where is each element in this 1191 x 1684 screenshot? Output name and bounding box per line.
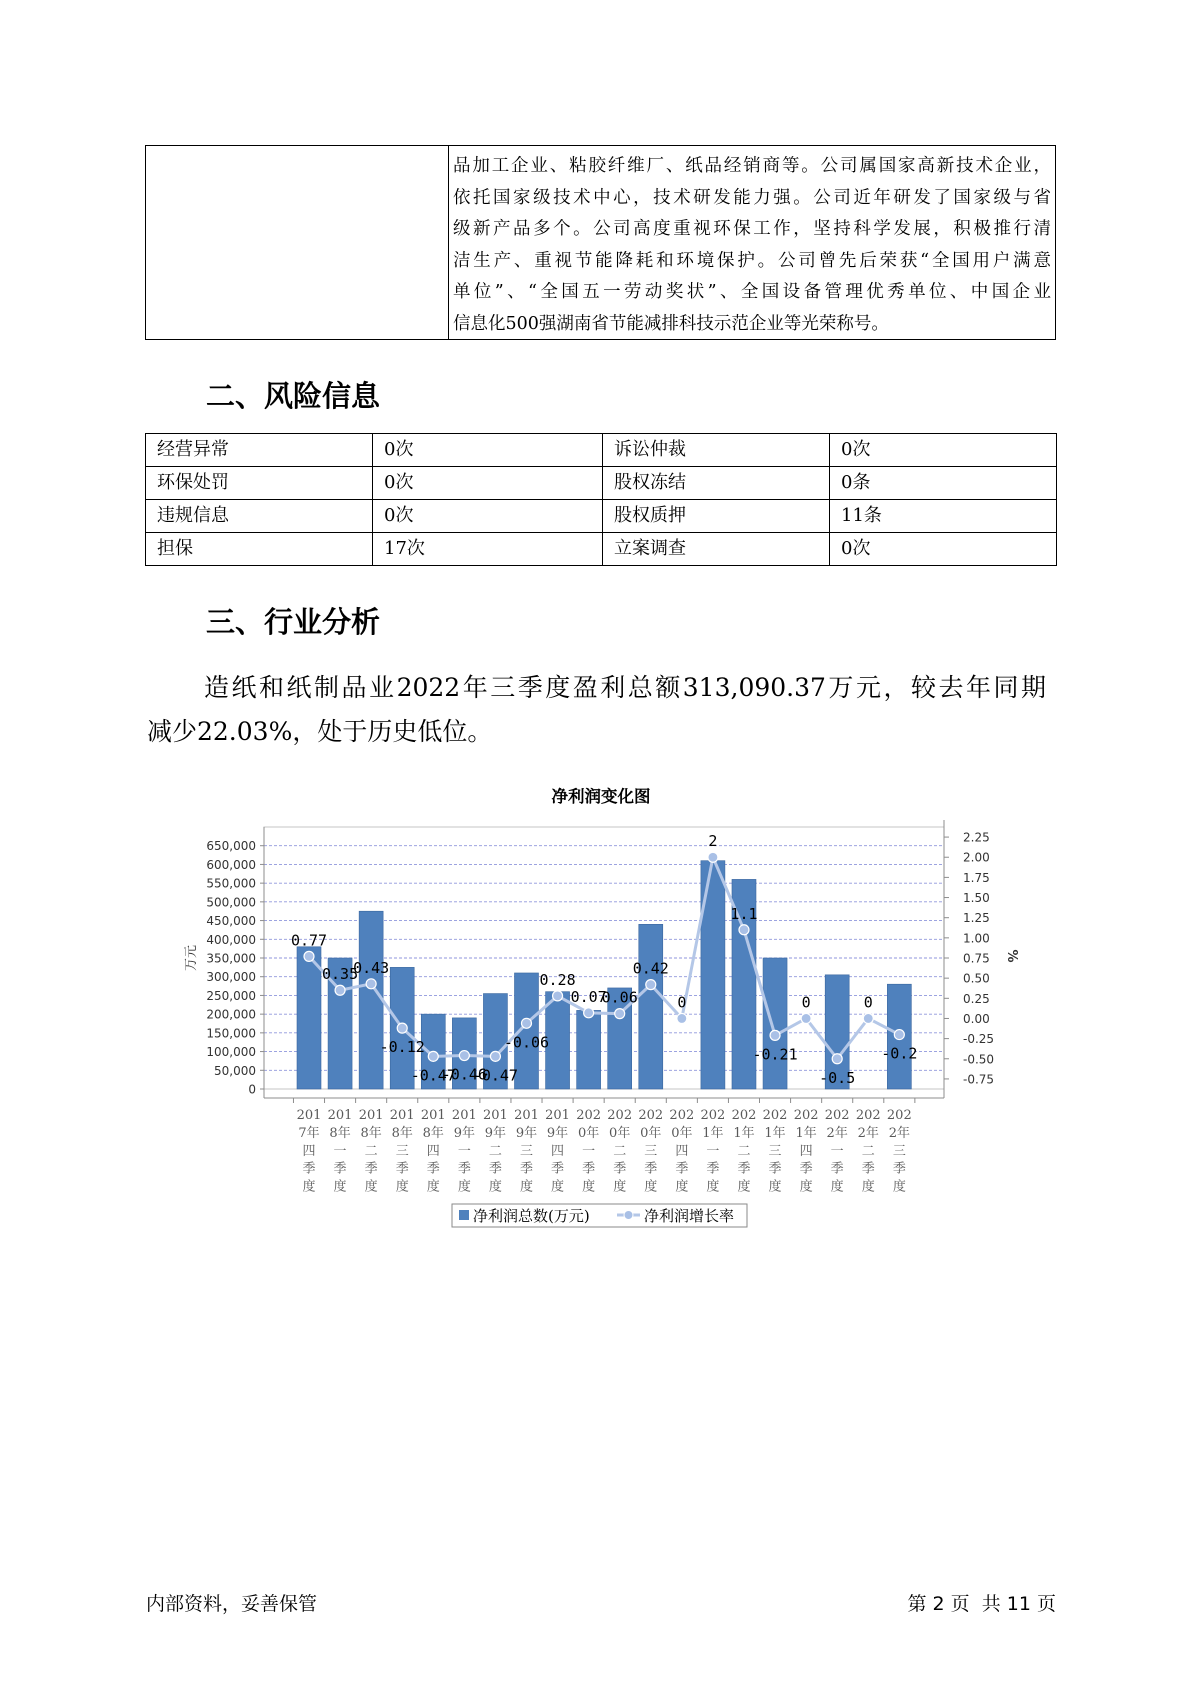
y-tick-label: 500,000 [206,895,256,910]
growth-value-label: -0.21 [752,1045,798,1064]
y-tick-label: 150,000 [206,1026,256,1041]
footer-confidential-note: 内部资料，妥善保管 [146,1593,318,1615]
growth-value-label: 0.28 [539,970,576,989]
industry-section-heading: 三、行业分析 [206,605,381,639]
y2-axis-label: % [1004,949,1019,963]
legend-line-marker [624,1211,633,1220]
growth-point [739,925,749,935]
bar [763,958,787,1089]
legend-line-label: 净利润增长率 [644,1207,735,1225]
category-label: 202 0年三季度 [638,1108,664,1195]
company-info-text-cell [449,146,1055,339]
growth-point [770,1030,780,1040]
y2-tick-label: 0.75 [963,951,990,966]
category-label: 202 2年三季度 [886,1108,912,1195]
risk-item-value: 0次 [830,434,1057,467]
growth-value-label: -0.47 [410,1066,456,1085]
industry-paragraph-line: 减少22.03%，处于历史低位。 [147,717,493,746]
y2-tick-label: 1.25 [963,911,990,926]
y-tick-label: 400,000 [206,932,256,947]
y-tick-label: 0 [248,1082,256,1097]
risk-item-value: 17次 [373,533,603,566]
company-info-table [145,145,1056,340]
y2-tick-label: 0.25 [963,991,990,1006]
category-label: 201 9年四季度 [545,1108,570,1195]
bar [297,947,321,1089]
risk-item-label: 违规信息 [146,500,373,533]
y2-tick-label: 0.00 [963,1011,990,1026]
legend-bar-swatch [459,1210,469,1220]
growth-point [335,985,345,995]
growth-point [801,1013,811,1023]
growth-value-label: 1.1 [730,904,758,923]
y-tick-label: 450,000 [206,914,256,929]
bar [577,1010,601,1089]
y-tick-label: 350,000 [206,951,256,966]
y2-tick-label: -0.25 [963,1032,995,1047]
growth-value-label: -0.2 [881,1044,918,1063]
y-tick-label: 650,000 [206,839,256,854]
y2-tick-label: 1.75 [963,870,990,885]
risk-item-value: 0次 [373,434,603,467]
net-profit-chart [0,760,1191,1240]
y-tick-label: 250,000 [206,988,256,1003]
risk-item-label: 立案调查 [603,533,830,566]
category-label: 201 8年一季度 [327,1108,353,1195]
company-info-line: 依托国家级技术中心，技术研发能力强。公司近年研发了国家级与省 [453,187,1051,208]
category-label: 201 8年四季度 [420,1108,446,1195]
growth-point [894,1030,904,1040]
table-row [146,500,1057,533]
growth-value-label: 0.35 [322,965,359,984]
chart-legend [452,1204,747,1227]
company-info-line: 品加工企业、粘胶纤维厂、纸品经销商等。公司属国家高新技术企业， [453,156,1051,176]
growth-point [553,991,563,1001]
category-label: 202 0年一季度 [576,1108,602,1195]
category-label: 201 9年二季度 [483,1108,508,1195]
growth-point [832,1054,842,1064]
category-label: 202 1年一季度 [700,1108,726,1195]
growth-value-label: -0.47 [472,1066,518,1085]
growth-point [863,1013,873,1023]
growth-point [304,951,314,961]
risk-item-value: 0次 [830,533,1057,566]
risk-item-label: 股权质押 [603,500,830,533]
y-tick-label: 600,000 [206,857,256,872]
category-label: 202 0年二季度 [607,1108,633,1195]
growth-point [646,980,656,990]
category-label: 201 8年二季度 [358,1108,384,1195]
category-label: 201 7年四季度 [296,1108,322,1195]
growth-point [615,1009,625,1019]
category-label: 201 8年三季度 [389,1108,415,1195]
growth-point [428,1051,438,1061]
category-label: 202 0年四季度 [669,1108,695,1195]
bar [359,911,383,1089]
growth-value-label: 0.43 [353,958,390,977]
risk-item-label: 担保 [146,533,373,566]
y2-tick-label: 2.25 [963,830,990,845]
category-label: 202 1年二季度 [731,1108,757,1195]
growth-point [708,852,718,862]
risk-item-value: 0条 [830,467,1057,500]
y2-tick-label: 0.50 [963,971,990,986]
industry-paragraph-line: 造纸和纸制品业2022年三季度盈利总额313,090.37万元，较去年同期 [204,673,1046,702]
growth-value-label: 2 [708,832,718,851]
category-label: 201 9年一季度 [451,1108,477,1195]
y-tick-label: 300,000 [206,970,256,985]
y2-tick-label: 1.00 [963,931,990,946]
growth-point [584,1008,594,1018]
company-info-line: 级新产品多个。公司高度重视环保工作，坚持科学发展，积极推行清 [453,219,1051,239]
growth-point [677,1013,687,1023]
category-label: 202 2年一季度 [824,1108,850,1195]
y2-tick-label: 2.00 [963,850,990,865]
growth-point [366,979,376,989]
growth-point [490,1051,500,1061]
y-tick-label: 100,000 [206,1045,256,1060]
company-info-line: 洁生产、重视节能降耗和环境保护。公司曾先后荣获“全国用户满意 [453,250,1051,271]
growth-point [459,1051,469,1061]
y2-tick-label: -0.50 [963,1052,995,1067]
risk-section-heading: 二、风险信息 [206,379,381,413]
risk-item-label: 环保处罚 [146,467,373,500]
growth-point [521,1018,531,1028]
category-label: 202 1年四季度 [793,1108,819,1195]
table-row [146,467,1057,500]
table-row [146,434,1057,467]
bar [546,992,570,1089]
legend-bar-label: 净利润总数(万元) [473,1207,590,1225]
y2-tick-label: -0.75 [963,1072,995,1087]
bar [639,924,663,1089]
risk-item-value: 11条 [830,500,1057,533]
growth-value-label: -0.12 [379,1038,425,1057]
risk-item-value: 0次 [373,467,603,500]
growth-value-label: 0 [677,993,687,1012]
growth-value-label: 0.07 [570,987,607,1006]
growth-value-label: -0.06 [503,1033,550,1052]
growth-value-label: -0.5 [819,1068,856,1087]
y-tick-label: 200,000 [206,1007,256,1022]
company-info-line: 单位”、“全国五一劳动奖状”、全国设备管理优秀单位、中国企业 [453,282,1051,302]
category-label: 202 2年二季度 [855,1108,881,1195]
risk-item-label: 股权冻结 [603,467,830,500]
y-tick-label: 50,000 [214,1063,256,1078]
growth-point [397,1023,407,1033]
y-tick-label: 550,000 [206,876,256,891]
growth-value-label: 0.06 [601,988,638,1007]
table-row [146,533,1057,566]
company-info-label-cell [146,146,449,339]
growth-value-label: 0.77 [290,931,328,950]
category-label: 202 1年三季度 [762,1108,788,1195]
chart-title: 净利润变化图 [551,787,651,806]
risk-item-label: 诉讼仲裁 [603,434,830,467]
category-label: 201 9年三季度 [514,1108,539,1195]
risk-item-label: 经营异常 [146,434,373,467]
company-info-line: 信息化500强湖南省节能减排科技示范企业等光荣称号。 [453,313,889,334]
growth-value-label: 0 [801,993,811,1012]
risk-info-table [145,433,1057,566]
footer-page-number: 第 2 页 共 11 页 [907,1593,1056,1615]
y-axis-label: 万元 [184,944,199,972]
growth-value-label: 0 [863,993,873,1012]
growth-value-label: -0.46 [441,1065,487,1084]
y2-tick-label: 1.50 [963,891,990,906]
risk-item-value: 0次 [373,500,603,533]
growth-value-label: 0.42 [632,959,669,978]
